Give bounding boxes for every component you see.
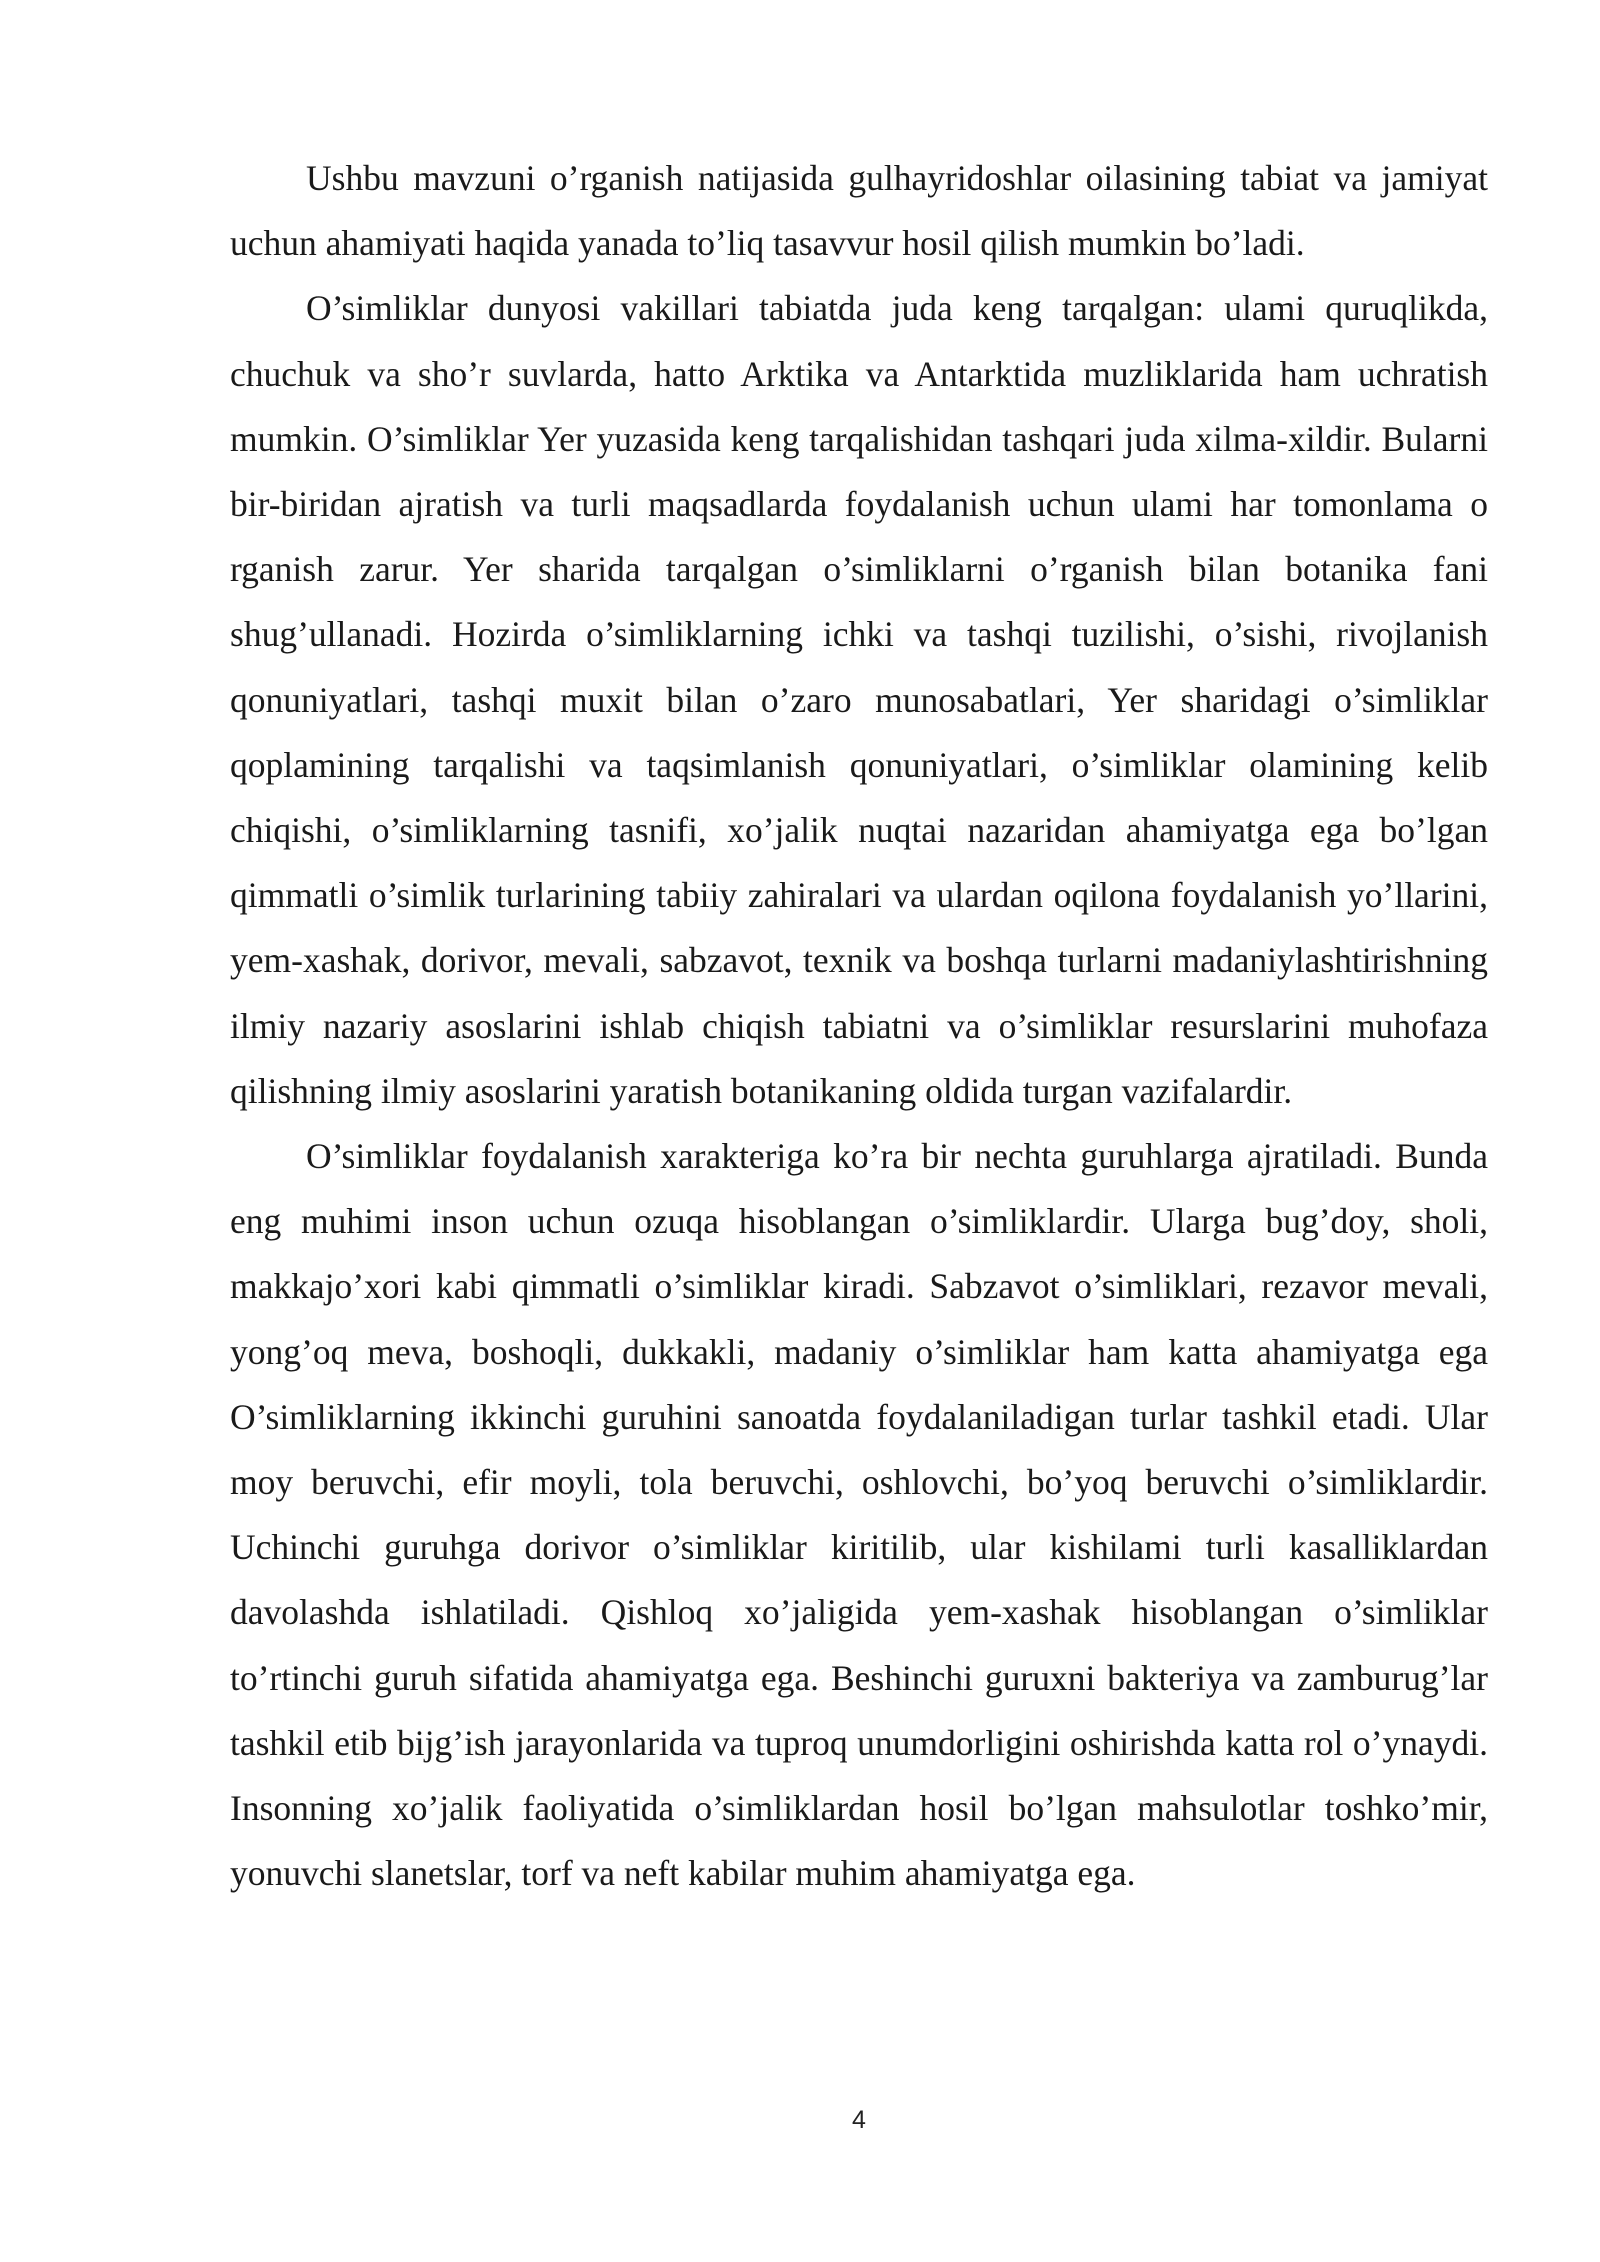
paragraph-1: Ushbu mavzuni o’rganish natijasida gulhayridoshlar oilasining tabiat va jamiyat uchun ahamiyati haqida yanada to’liq tasavvur hosil qilish mumkin bo’ladi. [230,158,1488,264]
document-page [230,146,1488,1906]
page-number: 4 [852,2106,866,2134]
paragraph-2: O’simliklar dunyosi vakillari tabiatda juda keng tarqalgan: ulami quruqlikda, chuchuk va sho’r suvlarda, hatto Arktika va Antarktida muzliklarida ham uchratish mumkin. O’simliklar Yer yuzasida keng tarqalishidan tashqari juda xilma-xildir. Bularni bir-biridan ajratish va turli maqsadlarda foydalanish uchun ulami har tomonlama o rganish zarur. Yer sharida tarqalgan o’simliklarni o’rganish bilan botanika fani shug’ullanadi. Hozirda o’simliklarning ichki va tashqi tuzilishi, o’sishi, rivojlanish qonuniyatlari, tashqi muxit bilan o’zaro munosabatlari, Yer sharidagi o’simliklar qoplamining tarqalishi va taqsimlanish qonuniyatlari, o’simliklar olamining kelib chiqishi, o’simliklarning tasnifi, xo’jalik nuqtai nazaridan ahamiyatga ega bo’lgan qimmatli o’simlik turlarining tabiiy zahiralari va ulardan oqilona foydalanish yo’llarini, yem-xashak, dorivor, mevali, sabzavot, texnik va boshqa turlarni madaniylashtirishning ilmiy nazariy asoslarini ishlab chiqish tabiatni va o’simliklar resurslarini muhofaza qilishning ilmiy asoslarini yaratish botanikaning oldida turgan vazifalardir. [230,288,1488,1111]
paragraph-3: O’simliklar foydalanish xarakteriga ko’ra bir nechta guruhlarga ajratiladi. Bunda eng muhimi inson uchun ozuqa hisoblangan o’simliklardir. Ularga bug’doy, sholi, makkajo’xori kabi qimmatli o’simliklar kiradi. Sabzavot o’simliklari, rezavor mevali, yong’oq meva, boshoqli, dukkakli, madaniy o’simliklar ham katta ahamiyatga ega O’simliklarning ikkinchi guruhini sanoatda foydalaniladigan turlar tashkil etadi. Ular moy beruvchi, efir moyli, tola beruvchi, oshlovchi, bo’yoq beruvchi o’simliklardir. Uchinchi guruhga dorivor o’simliklar kiritilib, ular kishilami turli kasalliklardan davolashda ishlatiladi. Qishloq xo’jaligida yem-xashak hisoblangan o’simliklar to’rtinchi guruh sifatida ahamiyatga ega. Beshinchi guruxni bakteriya va zamburug’lar tashkil etib bijg’ish jarayonlarida va tuproq unumdorligini oshirishda katta rol o’ynaydi. Insonning xo’jalik faoliyatida o’simliklardan hosil bo’lgan mahsulotlar toshko’mir, yonuvchi slanetslar, torf va neft kabilar muhim ahamiyatga ega. [230,1136,1488,1894]
